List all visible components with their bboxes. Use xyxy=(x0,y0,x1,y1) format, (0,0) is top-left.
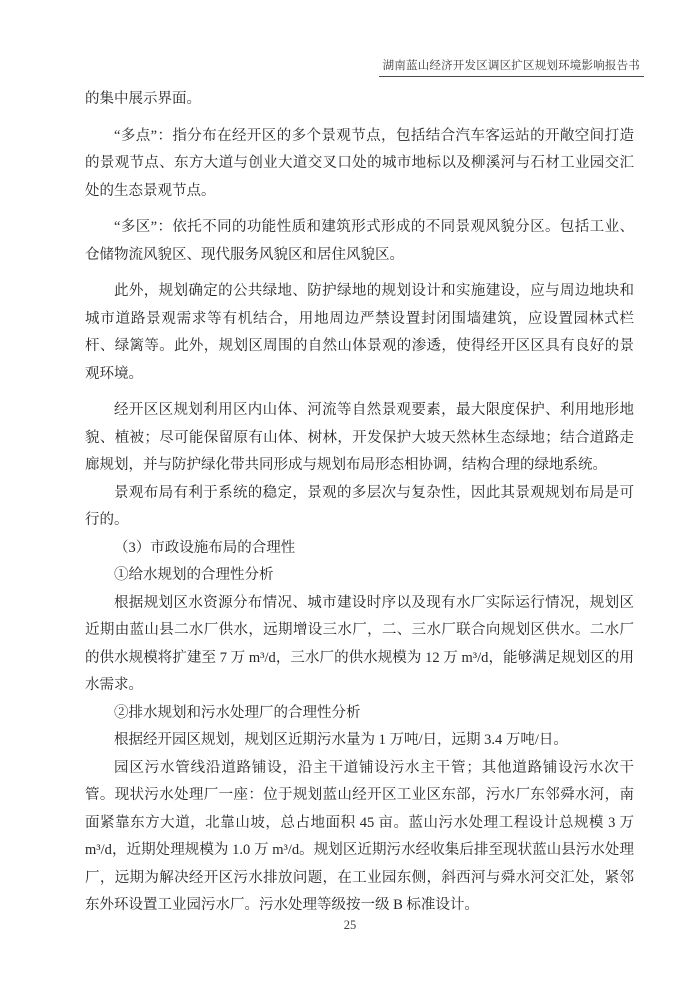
paragraph-duoqu: “多区”：依托不同的功能性质和建筑形式形成的不同景观风貌分区。包括工业、仓储物流风貌区、现代服务风貌区和居住风貌区。 xyxy=(85,219,634,263)
heading-drainage-analysis: ②排水规划和污水处理厂的合理性分析 xyxy=(114,704,361,721)
running-header-title: 湖南蓝山经济开发区调区扩区规划环境影响报告书 xyxy=(379,57,644,77)
paragraph-sewage-treatment: 园区污水管线沿道路铺设，沿主干道铺设污水主干管；其他道路铺设污水次干管。现状污水处理厂一座：位于规划蓝山经开区工业区东部，污水厂东邻舜水河，南面紧靠东方大道，北靠山坡，总占地面积 45 亩。蓝山污水处理工程设计总规模 3 万 m³/d，近期处理规模为 1.0 万 m³/d。规划区近期污水经收集后排至现状蓝山县污水处理厂，远期为解决经开区污水排放问题，在工业园东侧，斜西河与舜水河交汇处，紧邻东外环设置工业园污水厂。污水处理等级按一级 B 标准设计。 xyxy=(85,759,634,913)
page-footer xyxy=(0,918,700,933)
heading-municipal-facilities: （3）市政设施布局的合理性 xyxy=(114,539,296,556)
paragraph-water-supply: 根据规划区水资源分布情况、城市建设时序以及现有水厂实际运行情况，规划区近期由蓝山县二水厂供水，远期增设三水厂，二、三水厂联合向规划区供水。二水厂的供水规模将扩建至 7 万 m³/d，三水厂的供水规模为 12 万 m³/d，能够满足规划区的用水需求。 xyxy=(85,594,634,693)
heading-water-supply-analysis: ①给水规划的合理性分析 xyxy=(114,567,274,583)
paragraph-landscape-elements: 经开区区规划利用区内山体、河流等自然景观要素，最大限度保护、利用地形地貌、植被；尽可能保留原有山体、树林，开发保护大坡天然林生态绿地；结合道路走廊规划，并与防护绿化带共同形成与规划布局形态相协调，结构合理的绿地系统。 xyxy=(85,402,634,473)
paragraph-green-space: 此外，规划确定的公共绿地、防护绿地的规划设计和实施建设，应与周边地块和城市道路景观需求等有机结合，用地周边严禁设置封闭围墙建筑，应设置园林式栏杆、绿篱等。此外，规划区周围的自然山体景观的渗透，使得经开区区具有良好的景观环境。 xyxy=(85,283,634,382)
page-number: 25 xyxy=(343,918,357,932)
paragraph-landscape-conclusion: 景观布局有利于系统的稳定，景观的多层次与复杂性，因此其景观规划布局是可行的。 xyxy=(85,484,634,528)
paragraph-duodian: “多点”：指分布在经开区的多个景观节点，包括结合汽车客运站的开敞空间打造的景观节点、东方大道与创业大道交叉口处的城市地标以及柳溪河与石材工业园交汇处的生态景观节点。 xyxy=(85,127,634,199)
paragraph-continuation: 的集中展示界面。 xyxy=(85,91,201,107)
document-body xyxy=(85,86,634,920)
paragraph-sewage-volume: 根据经开园区规划，规划区近期污水量为 1 万吨/日，远期 3.4 万吨/日。 xyxy=(114,732,568,748)
